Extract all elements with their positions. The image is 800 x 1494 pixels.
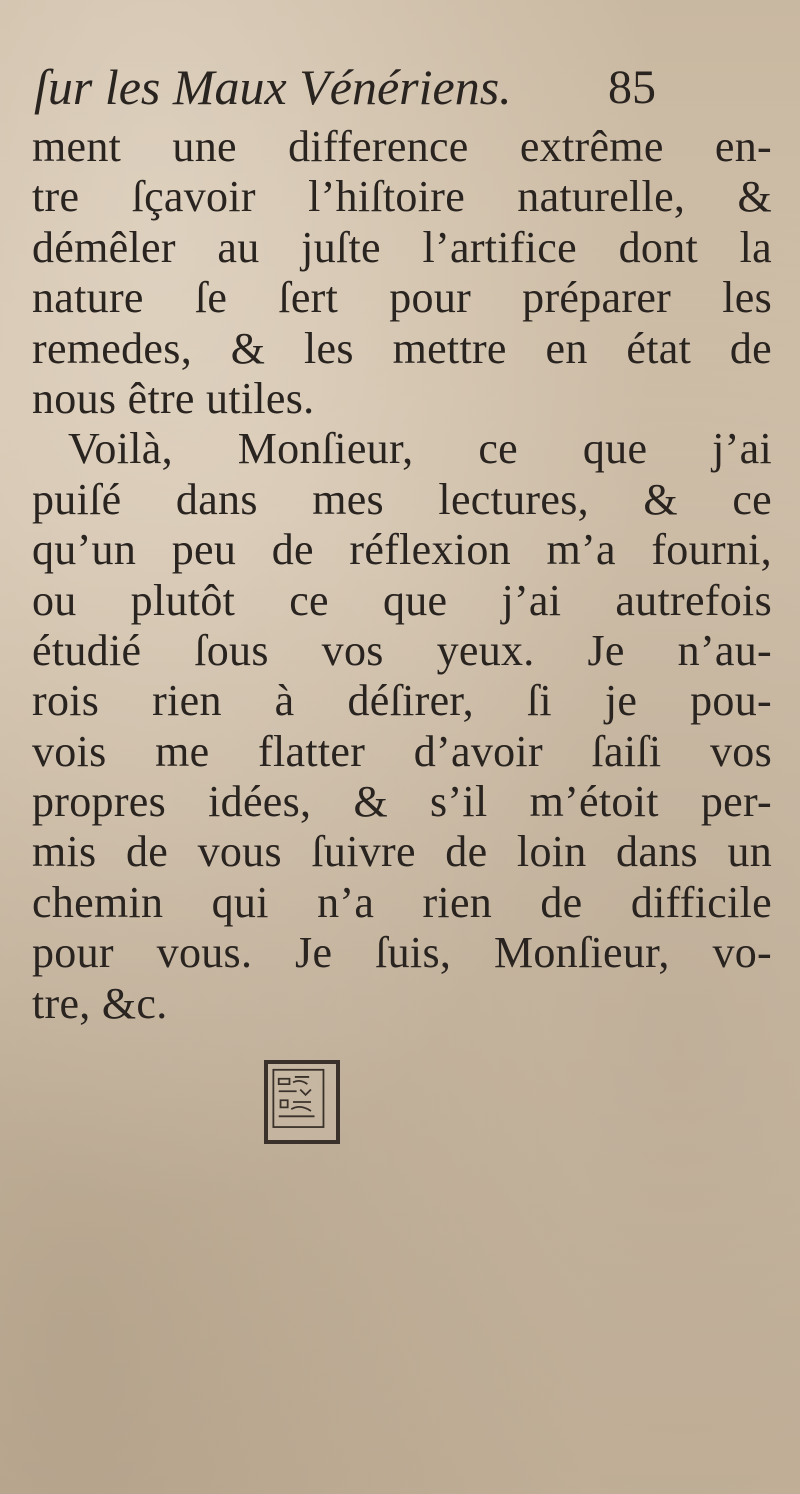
- text-line: ou plutôt ce que j’ai autrefois: [32, 575, 772, 625]
- text-line: tre, &c.: [32, 978, 168, 1028]
- text-line: propres idées, & s’il m’étoit per-: [32, 777, 772, 827]
- text-line: remedes, & les mettre en état de: [32, 323, 772, 373]
- text-line: ment une difference extrême en-: [32, 122, 772, 171]
- text-line: nous être utiles.: [32, 373, 315, 423]
- text-line: rois rien à déſirer, ſi je pou-: [32, 676, 772, 726]
- text-line: tre ſçavoir l’hiſtoire naturelle, &: [32, 172, 772, 222]
- text-line: mis de vous ſuivre de loin dans un: [32, 827, 772, 877]
- text-line: démêler au juſte l’artifice dont la: [32, 222, 772, 272]
- text-line: étudié ſous vos yeux. Je n’au-: [32, 625, 772, 675]
- page-number: 85: [608, 61, 656, 114]
- text-line: chemin qui n’a rien de difficile: [32, 877, 772, 927]
- body-text: [32, 122, 772, 1029]
- running-title: ſur les Maux Vénériens.: [34, 59, 512, 115]
- text-line: nature ſe ſert pour préparer les: [32, 273, 772, 323]
- library-stamp: [264, 1060, 340, 1144]
- text-line: qu’un peu de réflexion m’a fourni,: [32, 525, 772, 575]
- text-line: vois me flatter d’avoir ſaiſi vos: [32, 726, 772, 776]
- stamp-icon: [268, 1064, 336, 1140]
- text-line: Voilà, Monſieur, ce que j’ai: [68, 424, 772, 474]
- text-line: pour vous. Je ſuis, Monſieur, vo-: [32, 928, 772, 978]
- text-line: puiſé dans mes lectures, & ce: [32, 474, 772, 524]
